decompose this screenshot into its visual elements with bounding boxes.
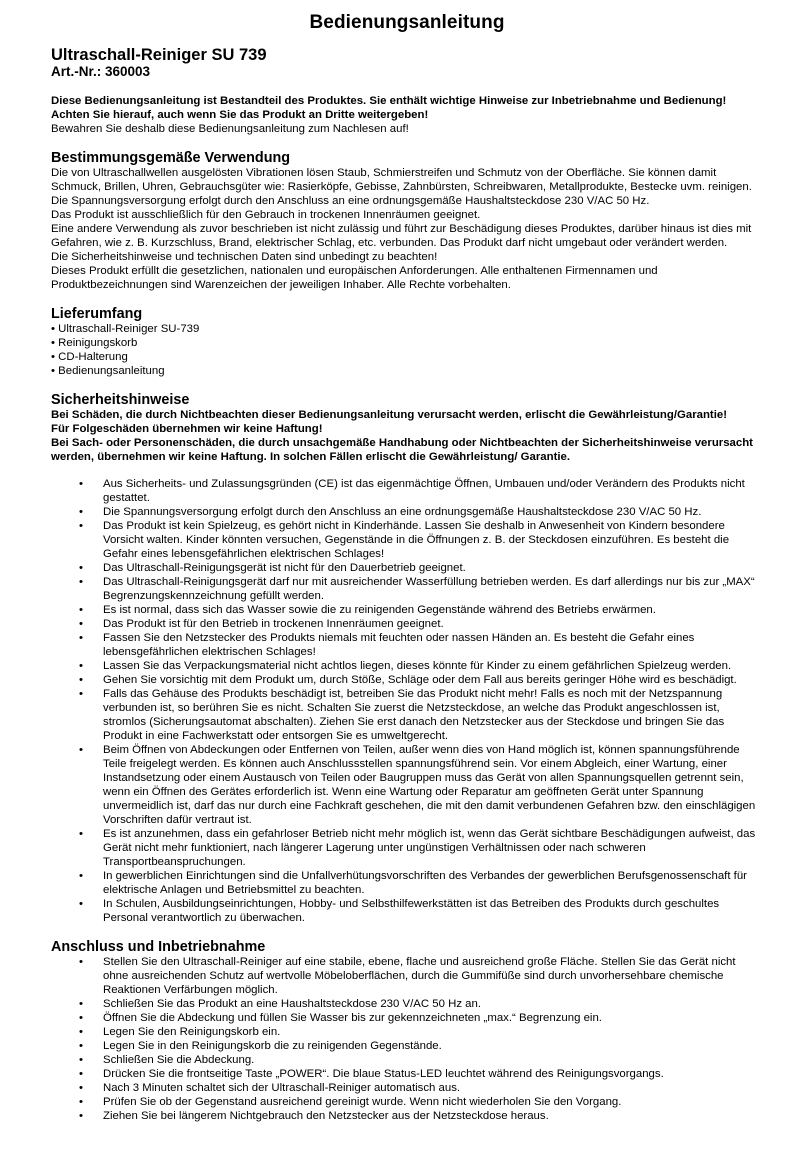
paragraph: Die Spannungsversorgung erfolgt durch den Anschluss an eine ordnungsgemäße Haushaltsteckdose 230 V/AC 50 Hz.: [51, 195, 650, 207]
safety-warning: Bei Sach- oder Personenschäden, die durch unsachgemäße Handhabung oder Nichtbeachten der Sicherheitshinweise verursacht werden, übernehmen wir keine Haftung. In solchen Fällen erlischt die Gewährleistung/ Garantie.: [51, 437, 753, 463]
list-item: • Aus Sicherheits- und Zulassungsgründen (CE) ist das eigenmächtige Öffnen, Umbauen und/oder Verändern des Produkts nicht gestattet.: [51, 477, 763, 505]
safety-warning: Für Folgeschäden übernehmen wir keine Haftung!: [51, 423, 323, 435]
safety-warning: Bei Schäden, die durch Nichtbeachten dieser Bedienungsanleitung verursacht werden, erlischt die Gewährleistung/Garantie!: [51, 409, 728, 421]
intro-note: Bewahren Sie deshalb diese Bedienungsanleitung zum Nachlesen auf!: [51, 123, 409, 135]
list-item: • Prüfen Sie ob der Gegenstand ausreichend gereinigt wurde. Wenn nicht wiederholen Sie den Vorgang.: [51, 1095, 763, 1109]
intro-bold-line: Achten Sie hierauf, auch wenn Sie das Produkt an Dritte weitergeben!: [51, 109, 429, 121]
list-item: • Fassen Sie den Netzstecker des Produkts niemals mit feuchten oder nassen Händen an. Es besteht die Gefahr eines lebensgefährlichen elektrischen Schlages!: [51, 631, 763, 659]
paragraph: Eine andere Verwendung als zuvor beschrieben ist nicht zulässig und führt zur Beschädigung dieses Produktes, darüber hinaus ist dies mit Gefahren, wie z. B. Kurzschluss, Brand, elektrischer Schlag, etc. verbunden. Das Produkt darf nicht umgebaut oder verändert werden.: [51, 223, 752, 249]
list-item: • Bedienungsanleitung: [51, 365, 165, 377]
list-item: • Die Spannungsversorgung erfolgt durch den Anschluss an eine ordnungsgemäße Haushaltsteckdose 230 V/AC 50 Hz.: [51, 505, 763, 519]
document-page: [51, 12, 763, 1123]
paragraph: Dieses Produkt erfüllt die gesetzlichen, nationalen und europäischen Anforderungen. Alle enthaltenen Firmennamen und Produktbezeichnungen sind Warenzeichen der jeweiligen Inhaber. Alle Rechte vorbehalten.: [51, 265, 658, 291]
section-heading-scope: Lieferumfang: [51, 306, 143, 322]
list-item: • Öffnen Sie die Abdeckung und füllen Sie Wasser bis zur gekennzeichneten „max.“ Begrenzung ein.: [51, 1011, 763, 1025]
list-item: • CD-Halterung: [51, 351, 128, 363]
list-item: • Reinigungskorb: [51, 337, 138, 349]
safety-list: [51, 477, 763, 925]
list-item: • Legen Sie den Reinigungskorb ein.: [51, 1025, 763, 1039]
section-heading-safety: Sicherheitshinweise: [51, 392, 190, 408]
list-item: • In Schulen, Ausbildungseinrichtungen, Hobby- und Selbsthilfewerkstätten ist das Betreiben des Produkts durch geschultes Personal verantwortlich zu überwachen.: [51, 897, 763, 925]
product-name: Ultraschall-Reiniger SU 739: [51, 46, 267, 64]
article-number: Art.-Nr.: 360003: [51, 64, 151, 79]
list-item: • Lassen Sie das Verpackungsmaterial nicht achtlos liegen, dieses könnte für Kinder zu einem gefährlichen Spielzeug werden.: [51, 659, 763, 673]
list-item: • In gewerblichen Einrichtungen sind die Unfallverhütungsvorschriften des Verbandes der gewerblichen Berufsgenossenschaft für elektrische Anlagen und Betriebsmittel zu beachten.: [51, 869, 763, 897]
list-item: • Ultraschall-Reiniger SU-739: [51, 323, 200, 335]
list-item: • Falls das Gehäuse des Produkts beschädigt ist, betreiben Sie das Produkt nicht mehr! Falls es noch mit der Netzspannung verbunden ist, so berühren Sie es nicht. Schalten Sie zuerst die Netzsteckdose, an welche das Produkt angeschlossen ist, stromlos (Sicherungsautomat abschalten). Ziehen Sie erst danach den Netzstecker aus der Steckdose und bringen Sie das Produkt in eine Fachwerkstatt oder entsorgen Sie es umweltgerecht.: [51, 687, 763, 743]
list-item: • Drücken Sie die frontseitige Taste „POWER“. Die blaue Status-LED leuchtet während des Reinigungsvorgangs.: [51, 1067, 763, 1081]
list-item: • Ziehen Sie bei längerem Nichtgebrauch den Netzstecker aus der Netzsteckdose heraus.: [51, 1109, 763, 1123]
list-item: • Nach 3 Minuten schaltet sich der Ultraschall-Reiniger automatisch aus.: [51, 1081, 763, 1095]
setup-list: [51, 955, 763, 1123]
list-item: • Das Ultraschall-Reinigungsgerät darf nur mit ausreichender Wasserfüllung betrieben werden. Es darf allerdings nur bis zur „MAX“ Begrenzungskennzeichnung gefüllt werden.: [51, 575, 763, 603]
list-item: • Es ist anzunehmen, dass ein gefahrloser Betrieb nicht mehr möglich ist, wenn das Gerät sichtbare Beschädigungen aufweist, das Gerät nicht mehr funktioniert, nach längerer Lagerung unter ungünstigen Verhältnissen oder nach schweren Transportbeanspruchungen.: [51, 827, 763, 869]
paragraph: Die Sicherheitshinweise und technischen Daten sind unbedingt zu beachten!: [51, 251, 438, 263]
paragraph: Die von Ultraschallwellen ausgelösten Vibrationen lösen Staub, Schmierstreifen und Schmutz von der Oberfläche. Sie können damit Schmuck, Brillen, Uhren, Gebrauchsgüter wie: Rasierköpfe, Gebisse, Zahnbürsten, Schreibwaren, Metallprodukte, Bestecke uvm. reinigen.: [51, 167, 752, 193]
list-item: • Das Ultraschall-Reinigungsgerät ist nicht für den Dauerbetrieb geeignet.: [51, 561, 763, 575]
list-item: • Schließen Sie die Abdeckung.: [51, 1053, 763, 1067]
paragraph: Das Produkt ist ausschließlich für den Gebrauch in trockenen Innenräumen geeignet.: [51, 209, 481, 221]
list-item: • Das Produkt ist für den Betrieb in trockenen Innenräumen geeignet.: [51, 617, 763, 631]
scope-list: [51, 322, 763, 378]
list-item: • Gehen Sie vorsichtig mit dem Produkt um, durch Stöße, Schläge oder dem Fall aus bereits geringer Höhe wird es beschädigt.: [51, 673, 763, 687]
page-title: Bedienungsanleitung: [309, 12, 505, 33]
section-heading-setup: Anschluss und Inbetriebnahme: [51, 939, 266, 955]
list-item: • Es ist normal, dass sich das Wasser sowie die zu reinigenden Gegenstände während des Betriebs erwärmen.: [51, 603, 763, 617]
intro-bold-line: Diese Bedienungsanleitung ist Bestandteil des Produktes. Sie enthält wichtige Hinweise zur Inbetriebnahme und Bedienung!: [51, 95, 727, 107]
usage-text: [51, 166, 763, 292]
list-item: • Legen Sie in den Reinigungskorb die zu reinigenden Gegenstände.: [51, 1039, 763, 1053]
list-item: • Schließen Sie das Produkt an eine Haushaltsteckdose 230 V/AC 50 Hz an.: [51, 997, 763, 1011]
list-item: • Beim Öffnen von Abdeckungen oder Entfernen von Teilen, außer wenn dies von Hand möglich ist, können spannungsführende Teile freigelegt werden. Es können auch Anschlussstellen spannungsführend sein. Vor einem Abgleich, einer Wartung, einer Instandsetzung oder einem Austausch von Teilen oder Baugruppen muss das Gerät von allen Spannungsquellen getrennt sein, wenn ein Öffnen des Gerätes erforderlich ist. Wenn eine Wartung oder Reparatur am geöffneten Gerät unter Spannung unvermeidlich ist, darf das nur durch eine Fachkraft geschehen, die mit den damit verbundenen Gefahren bzw. den einschlägigen Vorschriften dafür vertraut ist.: [51, 743, 763, 827]
list-item: • Stellen Sie den Ultraschall-Reiniger auf eine stabile, ebene, flache und ausreichend große Fläche. Stellen Sie das Gerät nicht ohne ausreichenden Schutz auf wertvolle Möbeloberflächen, durch die Gummifüße sind durch unvorhersehbare chemische Reaktionen Verfärbungen möglich.: [51, 955, 763, 997]
list-item: • Das Produkt ist kein Spielzeug, es gehört nicht in Kinderhände. Lassen Sie deshalb in Anwesenheit von Kindern besondere Vorsicht walten. Kinder könnten versuchen, Gegenstände in die Öffnungen z. B. der Steckdosen einzuführen. Es besteht die Gefahr eines lebensgefährlichen elektrischen Schlages!: [51, 519, 763, 561]
section-heading-usage: Bestimmungsgemäße Verwendung: [51, 150, 291, 166]
